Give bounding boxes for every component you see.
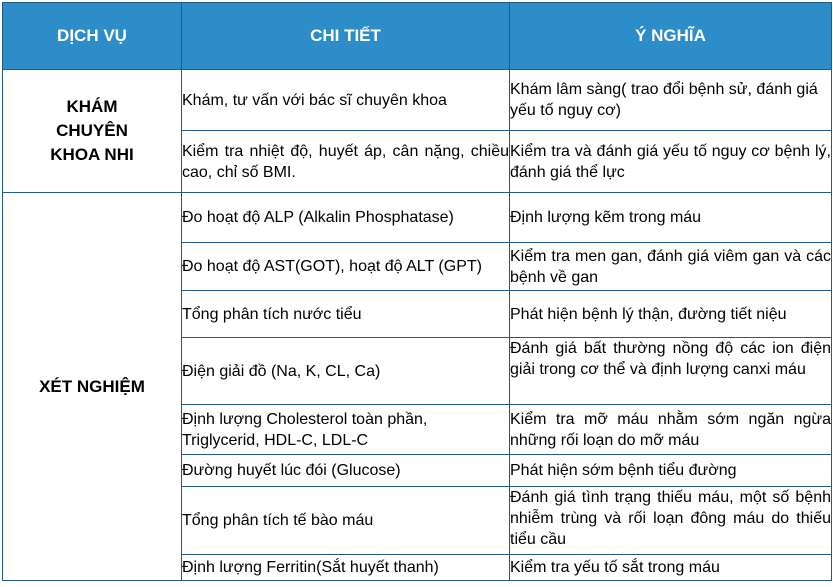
- header-meaning: Ý NGHĨA: [510, 3, 832, 70]
- services-table: [2, 2, 832, 581]
- detail-cell: Đo hoạt độ AST(GOT), hoạt độ ALT (GPT): [182, 243, 510, 291]
- table-row: [3, 70, 832, 131]
- meaning-cell: Phát hiện sớm bệnh tiểu đường: [510, 455, 832, 487]
- detail-cell: Định lượng Ferritin(Sắt huyết thanh): [182, 555, 510, 581]
- detail-cell: Tổng phân tích tế bào máu: [182, 487, 510, 555]
- detail-cell: Đo hoạt độ ALP (Alkalin Phosphatase): [182, 193, 510, 243]
- detail-cell: Đường huyết lúc đói (Glucose): [182, 455, 510, 487]
- detail-cell: Kiểm tra nhiệt độ, huyết áp, cân nặng, chiều cao, chỉ số BMI.: [182, 131, 510, 193]
- table-row: [3, 193, 832, 243]
- category-pediatrics: KHÁM CHUYÊN KHOA NHI: [3, 70, 182, 193]
- detail-cell: Định lượng Cholesterol toàn phần, Triglycerid, HDL-C, LDL-C: [182, 405, 510, 455]
- header-row: [3, 3, 832, 70]
- meaning-cell: Đánh giá tình trạng thiếu máu, một số bệnh nhiễm trùng và rối loạn đông máu do thiếu tiểu cầu: [510, 487, 832, 555]
- meaning-cell: Kiểm tra mỡ máu nhằm sớm ngăn ngừa những rối loạn do mỡ máu: [510, 405, 832, 455]
- meaning-cell: Định lượng kẽm trong máu: [510, 193, 832, 243]
- meaning-cell: Phát hiện bệnh lý thận, đường tiết niệu: [510, 291, 832, 338]
- meaning-cell: Kiểm tra men gan, đánh giá viêm gan và các bệnh về gan: [510, 243, 832, 291]
- header-detail: CHI TIẾT: [182, 3, 510, 70]
- header-service: DỊCH VỤ: [3, 3, 182, 70]
- meaning-cell: Kiểm tra và đánh giá yếu tố nguy cơ bệnh lý, đánh giá thể lực: [510, 131, 832, 193]
- category-lab-tests: XÉT NGHIỆM: [3, 193, 182, 581]
- detail-cell: Điện giải đồ (Na, K, CL, Ca): [182, 338, 510, 405]
- detail-cell: Tổng phân tích nước tiểu: [182, 291, 510, 338]
- detail-cell: Khám, tư vấn với bác sĩ chuyên khoa: [182, 70, 510, 131]
- meaning-cell: Kiểm tra yếu tố sắt trong máu: [510, 555, 832, 581]
- meaning-cell: Đánh giá bất thường nồng độ các ion điện giải trong cơ thể và định lượng canxi máu: [510, 338, 832, 405]
- meaning-cell: Khám lâm sàng( trao đổi bệnh sử, đánh giá yếu tố nguy cơ): [510, 70, 832, 131]
